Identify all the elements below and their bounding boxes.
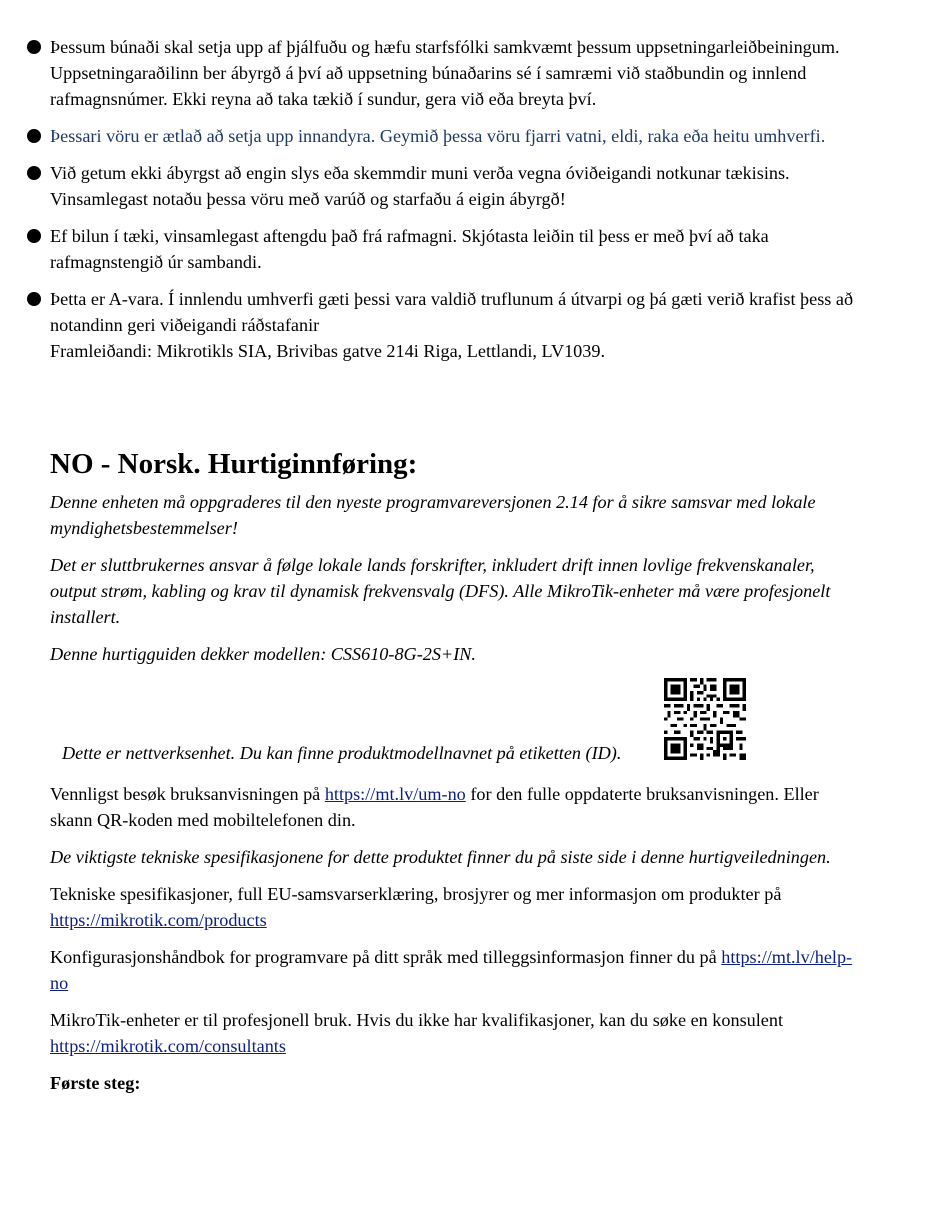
bullet-text: Þessum búnaði skal setja upp af þjálfuðu og hæfu starfsfólki samkvæmt þessum uppsetningarleiðbeiningum. Uppsetningaraðilinn ber ábyrgð á því að uppsetning búnaðarins sé í samræmi við staðbundin og innlend rafmagnsnúmer. Ekki reyna að taka tækið í sundur, gera við eða breyta því.: [50, 37, 840, 109]
first-step-heading: Første steg:: [50, 1073, 141, 1093]
specs-note: De viktigste tekniske spesifikasjonene for dette produktet finner du på siste side i denne hurtigveiledningen.: [50, 847, 831, 867]
help-text: Konfigurasjonshåndbok for programvare på ditt språk med tilleggsinformasjon finner du på: [50, 947, 722, 967]
norwegian-section: [50, 445, 865, 1107]
manual-text-post: for den fulle oppdaterte bruksanvisningen. Eller skann QR-koden med mobiltelefonen din.: [50, 784, 819, 830]
responsibility-notice: Det er sluttbrukernes ansvar å følge lokale lands forskrifter, inkludert drift innen lovlige frekvenskanaler, output strøm, kabling og krav til dynamisk frekvensvalg (DFS). Alle MikroTik-enheter må være profesjonelt installert.: [50, 555, 831, 627]
qr-row: [50, 678, 865, 770]
bullet-item: [26, 286, 866, 364]
products-link[interactable]: https://mikrotik.com/products: [50, 910, 267, 930]
bullet-icon: [27, 40, 41, 54]
safety-bullet-list: [26, 34, 866, 375]
consultants-text: MikroTik-enheter er til profesjonell bruk. Hvis du ikke har kvalifikasjoner, kan du søke en konsulent: [50, 1010, 784, 1030]
help-paragraph: [50, 944, 865, 996]
bullet-text: Þetta er A-vara. Í innlendu umhverfi gæti þessi vara valdið truflunum á útvarpi og þá gæti verið krafist þess að notandinn geri viðeigandi ráðstafanir: [50, 289, 854, 335]
upgrade-notice: Denne enheten må oppgraderes til den nyeste programvareversjonen 2.14 for å sikre samsvar med lokale myndighetsbestemmelser!: [50, 492, 816, 538]
bullet-item: [26, 34, 866, 112]
consultants-link[interactable]: https://mikrotik.com/consultants: [50, 1036, 286, 1056]
bullet-item: [26, 123, 866, 149]
manual-paragraph: [50, 781, 865, 833]
bullet-icon: [27, 166, 41, 180]
bullet-icon: [27, 292, 41, 306]
bullet-text: Ef bilun í tæki, vinsamlegast aftengdu það frá rafmagni. Skjótasta leiðin til þess er með því að taka rafmagnstengið úr sambandi.: [50, 226, 769, 272]
bullet-item: [26, 223, 866, 275]
products-paragraph: [50, 881, 865, 933]
bullet-icon: [27, 229, 41, 243]
bullet-text: Við getum ekki ábyrgst að engin slys eða skemmdir muni verða vegna óviðeigandi notkunar tækisins. Vinsamlegast notaðu þessa vöru með varúð og starfaðu á eigin ábyrgð!: [50, 163, 790, 209]
bullet-text: Þessari vöru er ætlað að setja upp innandyra. Geymið þessa vöru fjarri vatni, eldi, raka eða heitu umhverfi.: [50, 126, 826, 146]
help-link[interactable]: https://mt.lv/help-no: [50, 947, 853, 993]
manual-text-pre: Vennligst besøk bruksanvisningen på: [50, 784, 325, 804]
consultants-paragraph: [50, 1007, 865, 1059]
bullet-icon: [27, 129, 41, 143]
bullet-item: [26, 160, 866, 212]
qr-caption: Dette er nettverksenhet. Du kan finne produktmodellnavnet på etiketten (ID).: [62, 743, 622, 763]
section-heading: NO - Norsk. Hurtiginnføring:: [50, 448, 418, 480]
manual-link[interactable]: https://mt.lv/um-no: [324, 784, 466, 804]
manufacturer-text: Framleiðandi: Mikrotikls SIA, Brivibas gatve 214i Riga, Lettlandi, LV1039.: [50, 341, 606, 361]
model-notice: Denne hurtigguiden dekker modellen: CSS610-8G-2S+IN.: [50, 644, 476, 664]
qr-code-icon[interactable]: [664, 678, 746, 760]
products-text: Tekniske spesifikasjoner, full EU-samsvarserklæring, brosjyrer og mer informasjon om produkter på: [50, 884, 782, 904]
